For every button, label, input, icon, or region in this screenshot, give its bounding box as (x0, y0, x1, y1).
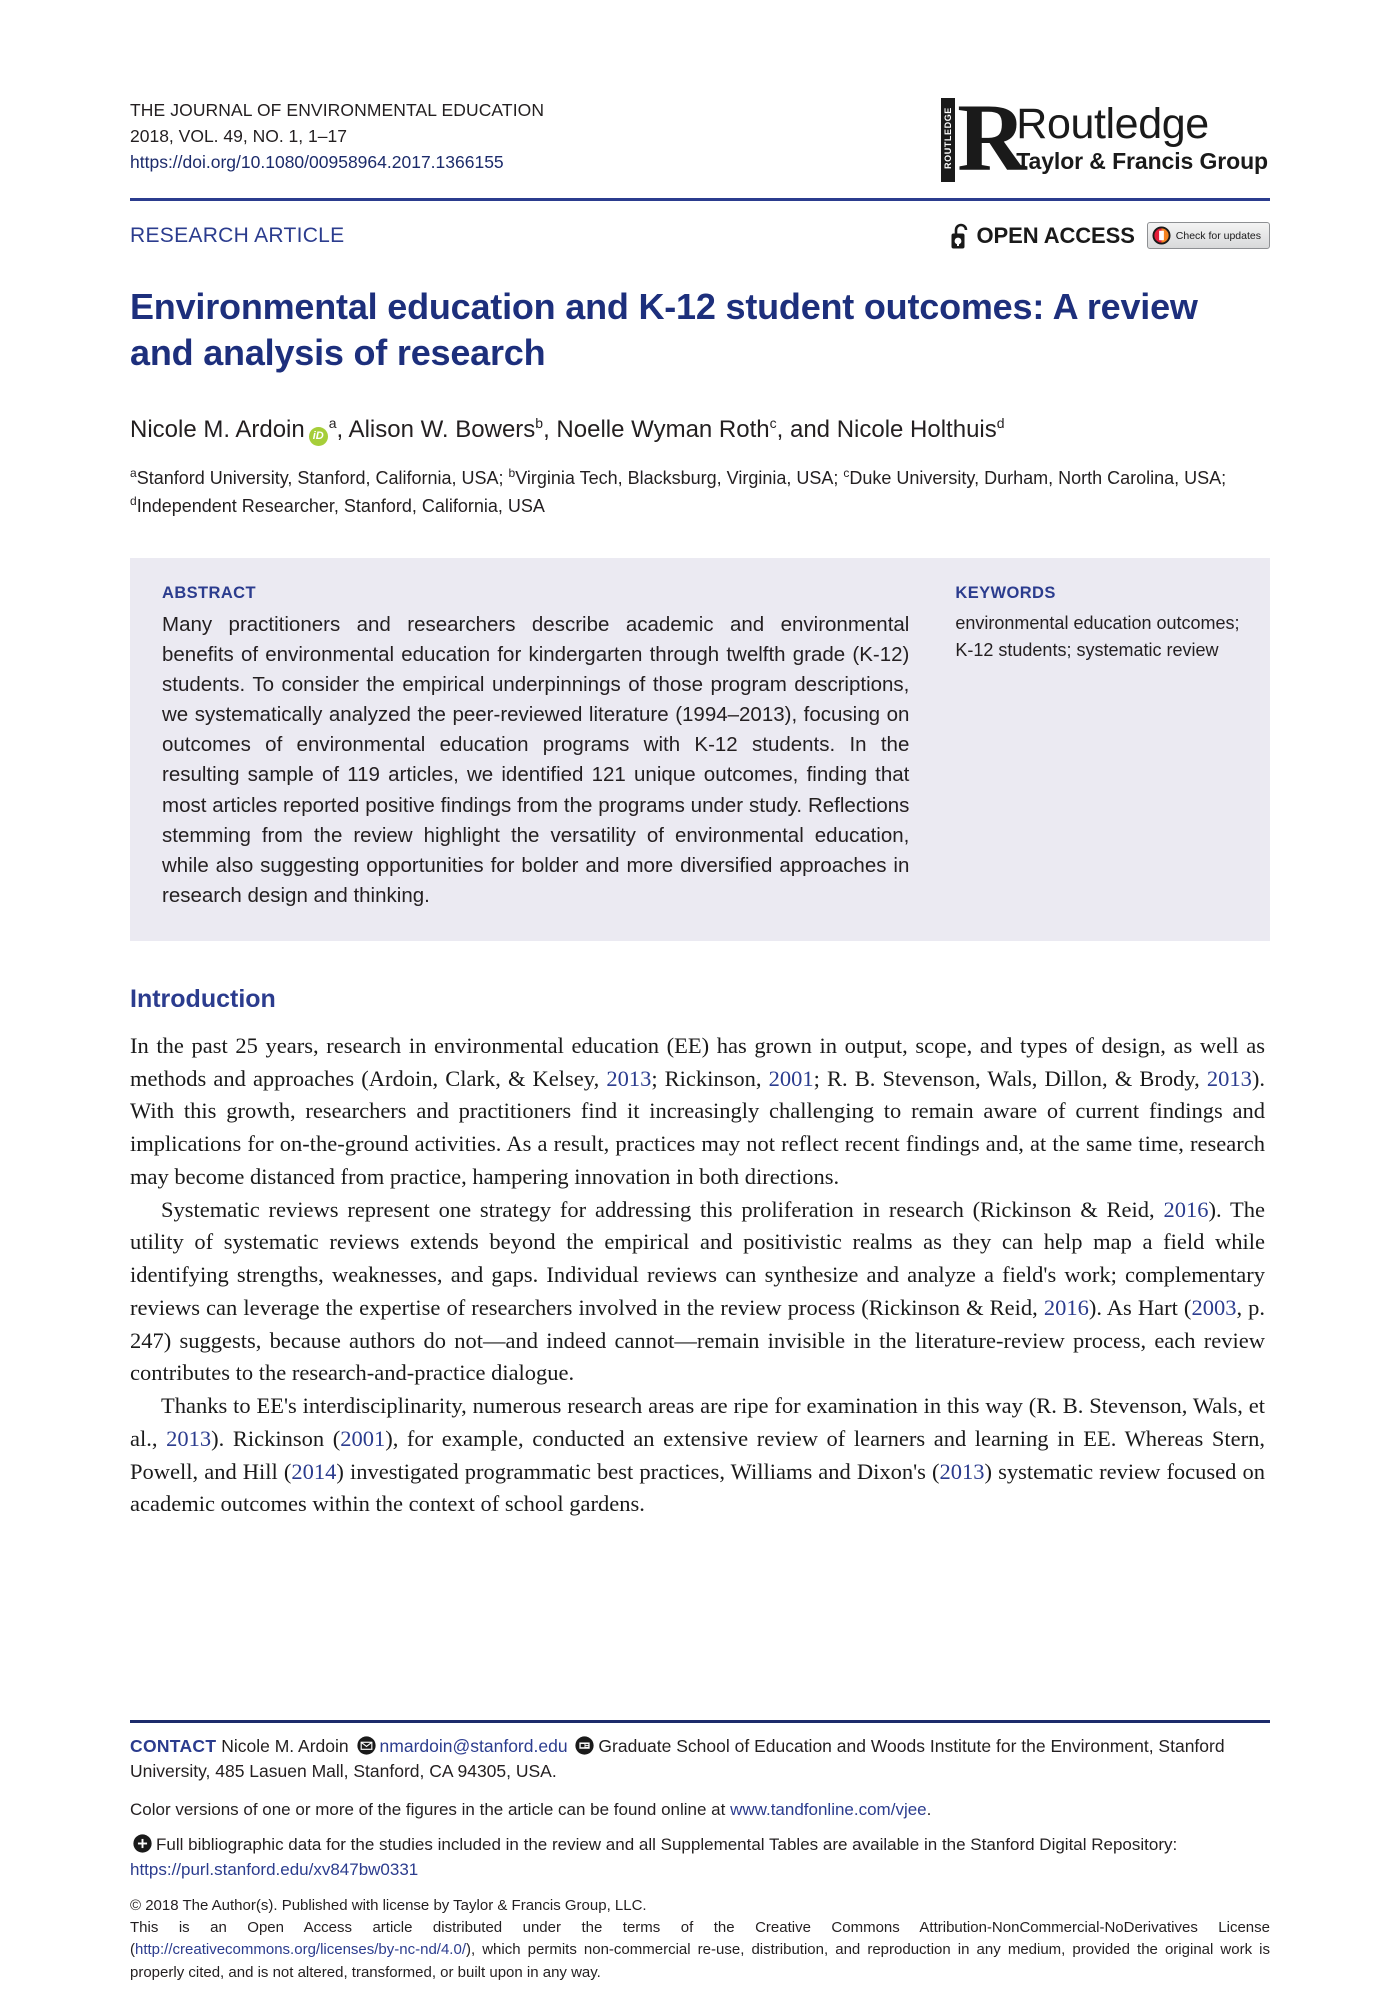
color-versions-period: . (926, 1799, 932, 1819)
email-icon (357, 1736, 376, 1755)
author-list (130, 413, 1270, 447)
author-name-4: , and Nicole Holthuis (776, 416, 997, 444)
open-lock-icon (951, 223, 970, 249)
journal-volume-line: 2018, VOL. 49, NO. 1, 1–17 (130, 125, 347, 146)
citation-year-link[interactable]: 2013 (1206, 1065, 1252, 1091)
p2-text-c: ). As Hart ( (1088, 1294, 1192, 1320)
affil-text-b: Virginia Tech, Blacksburg, Virginia, USA; (515, 467, 844, 488)
tandfonline-link[interactable]: www.tandfonline.com/vjee (730, 1799, 927, 1819)
article-badges (951, 222, 1270, 249)
citation-year-link[interactable]: 2016 (1043, 1294, 1089, 1320)
paragraph-2 (130, 1194, 1265, 1390)
page-title: Environmental education and K-12 student outcomes: A review and analysis of research (130, 286, 1198, 374)
creative-commons-link[interactable]: http://creativecommons.org/licenses/by-nc-nd/4.0/ (135, 1941, 466, 1958)
abstract-label: ABSTRACT (162, 583, 256, 602)
copyright-line: © 2018 The Author(s). Published with license by Taylor & Francis Group, LLC. (130, 1896, 647, 1914)
affiliations (130, 464, 1250, 520)
license-text-a: This is an Open Access article distributed under the terms of the Creative Commons Attribution-NonCommercial-NoDerivatives License ( (130, 1918, 1270, 1958)
citation-year-link[interactable]: 2001 (768, 1065, 814, 1091)
keywords-label: KEYWORDS (955, 583, 1056, 602)
affil-marker-c: c (843, 465, 850, 480)
publisher-group: Taylor & Francis Group (1016, 148, 1268, 174)
contact-address: Graduate School of Education and Woods Institute for the Environment, Stanford University, 485 Lasuen Mall, Stanford, CA 94305, USA. (130, 1736, 1225, 1782)
crossmark-icon (1152, 226, 1171, 245)
p2-text-a: Systematic reviews represent one strategy for addressing this proliferation in research (Rickinson & Reid, (161, 1196, 1164, 1222)
address-icon (575, 1736, 594, 1755)
routledge-vertical-wordmark: ROUTLEDGE (941, 98, 955, 182)
affil-text-d: Independent Researcher, Stanford, California, USA (136, 495, 545, 516)
routledge-r-glyph: R (957, 84, 1027, 191)
open-access-text: OPEN ACCESS (976, 222, 1135, 248)
publisher-name: Routledge (1016, 100, 1209, 148)
orcid-icon[interactable]: iD (309, 427, 328, 446)
p3-text-e: ) systematic review focused on academic outcomes within the context of school gardens. (130, 1458, 1265, 1517)
journal-title: THE JOURNAL OF ENVIRONMENTAL EDUCATION (130, 100, 545, 120)
keywords-text: environmental education outcomes; K-12 students; systematic review (955, 612, 1240, 660)
paragraph-1 (130, 1030, 1265, 1194)
citation-year-link[interactable]: 2016 (1163, 1196, 1209, 1222)
p2-text-d: , p. 247) suggests, because authors do not—and indeed cannot—remain invisible in the literature-review process, each review contributes to the research-and-practice dialogue. (130, 1294, 1266, 1386)
abstract-section (162, 584, 937, 911)
p3-text-d: ) investigated programmatic best practices, Williams and Dixon's ( (336, 1458, 940, 1484)
citation-year-link[interactable]: 2013 (939, 1458, 985, 1484)
doi-link[interactable]: https://doi.org/10.1080/00958964.2017.1366155 (130, 151, 504, 172)
citation-year-link[interactable]: 2013 (166, 1425, 212, 1451)
affil-marker-a: a (130, 465, 137, 480)
footer-divider (130, 1720, 1270, 1723)
p3-text-c: ), for example, conducted an extensive review of learners and learning in EE. Whereas Stern, Powell, and Hill ( (130, 1425, 1265, 1484)
supplemental-data-note (130, 1832, 1270, 1883)
affil-marker-d: d (130, 493, 137, 508)
open-access-badge (951, 223, 1135, 249)
check-for-updates-label: Check for updates (1175, 229, 1261, 242)
article-type-label: RESEARCH ARTICLE (130, 223, 345, 247)
color-versions-text: Color versions of one or more of the figures in the article can be found online at (130, 1799, 731, 1819)
abstract-text: Many practitioners and researchers describe academic and environmental benefits of environmental education for kindergarten through twelfth grade (K-12) students. To consider the empirical underpinnings of those program descriptions, we systematically analyzed the peer-reviewed literature (1994–2013), focusing on outcomes of environmental education programs with K-12 students. In the resulting sample of 119 articles, we identified 121 unique outcomes, finding that most articles reported positive findings from the programs under study. Reflections stemming from the review highlight the versatility of environmental education, while also suggesting opportunities for bolder and more diversified approaches in research design and thinking. (162, 612, 910, 907)
citation-year-link[interactable]: 2001 (340, 1425, 386, 1451)
author-affil-marker-2: b (535, 415, 544, 432)
affil-text-c: Duke University, Durham, North Carolina, USA; (849, 467, 1227, 488)
supplemental-data-text: Full bibliographic data for the studies included in the review and all Supplemental Tables are available in the Stanford Digital Repository: (156, 1834, 1178, 1854)
routledge-logo[interactable] (941, 84, 1268, 191)
author-name-3: , Noelle Wyman Roth (543, 416, 770, 444)
keywords-section (937, 584, 1240, 911)
masthead (130, 0, 1270, 191)
check-for-updates-button[interactable] (1147, 222, 1270, 249)
paragraph-3 (130, 1390, 1265, 1521)
license-text-b: ), which permits non-commercial re-use, distribution, and reproduction in any medium, provided the original work is properly cited, and is not altered, transformed, or built upon in any way. (130, 1941, 1270, 1981)
abstract-keywords-panel (130, 558, 1270, 941)
citation-year-link[interactable]: 2014 (291, 1458, 337, 1484)
page-footer (130, 1720, 1270, 1984)
contact-email-link[interactable]: nmardoin@stanford.edu (379, 1736, 568, 1757)
stanford-repository-link[interactable]: https://purl.stanford.edu/xv847bw0331 (130, 1860, 419, 1879)
p3-text-a: Thanks to EE's interdisciplinarity, numerous research areas are ripe for examination in this way (R. B. Stevenson, Wals, et al., (130, 1393, 1265, 1451)
author-name-1: Nicole M. Ardoin (130, 416, 305, 444)
p3-text-b: ). Rickinson ( (211, 1425, 341, 1451)
p1-text-c: ; R. B. Stevenson, Wals, Dillon, & Brody, (813, 1065, 1207, 1091)
color-versions-note (130, 1798, 1270, 1823)
p2-text-b: ). The utility of systematic reviews extends beyond the empirical and positivistic realms as they can help map a field while identifying strengths, weaknesses, and gaps. Individual reviews can synthesize and analyze a field's work; complementary reviews can leverage the expertise of researchers involved in the review process (Rickinson & Reid, (130, 1196, 1265, 1320)
affil-text-a: Stanford University, Stanford, California, USA; (136, 467, 509, 488)
author-affil-marker-3: c (769, 415, 777, 432)
masthead-divider (130, 198, 1270, 201)
author-name-2: , Alison W. Bowers (336, 416, 536, 444)
routledge-wordmark (1016, 100, 1268, 174)
citation-year-link[interactable]: 2003 (1191, 1294, 1237, 1320)
introduction-body (130, 1030, 1265, 1521)
p1-text-b: ; Rickinson, (651, 1065, 769, 1091)
contact-block (130, 1734, 1270, 1785)
supplemental-data-icon (133, 1834, 152, 1853)
p1-text-d: ). With this growth, researchers and practitioners find it increasingly challenging to remain aware of current findings and implications for on-the-ground activities. As a result, practices may not reflect recent findings and, at the same time, research may become distanced from practice, hampering innovation in both directions. (130, 1065, 1265, 1189)
affil-marker-b: b (508, 465, 516, 480)
author-affil-marker-1: a (328, 415, 337, 432)
section-heading-introduction: Introduction (130, 985, 276, 1013)
p1-text-a: In the past 25 years, research in environmental education (EE) has grown in output, scope, and types of design, as well as methods and approaches (Ardoin, Clark, & Kelsey, (130, 1033, 1265, 1091)
citation-year-link[interactable]: 2013 (606, 1065, 652, 1091)
journal-info (130, 98, 544, 175)
author-affil-marker-4: d (996, 415, 1005, 432)
routledge-emblem-icon (941, 84, 1027, 191)
contact-name: Nicole M. Ardoin (221, 1736, 349, 1757)
contact-label: CONTACT (130, 1736, 217, 1757)
article-type-row (130, 222, 1270, 249)
license-statement (130, 1917, 1270, 1985)
